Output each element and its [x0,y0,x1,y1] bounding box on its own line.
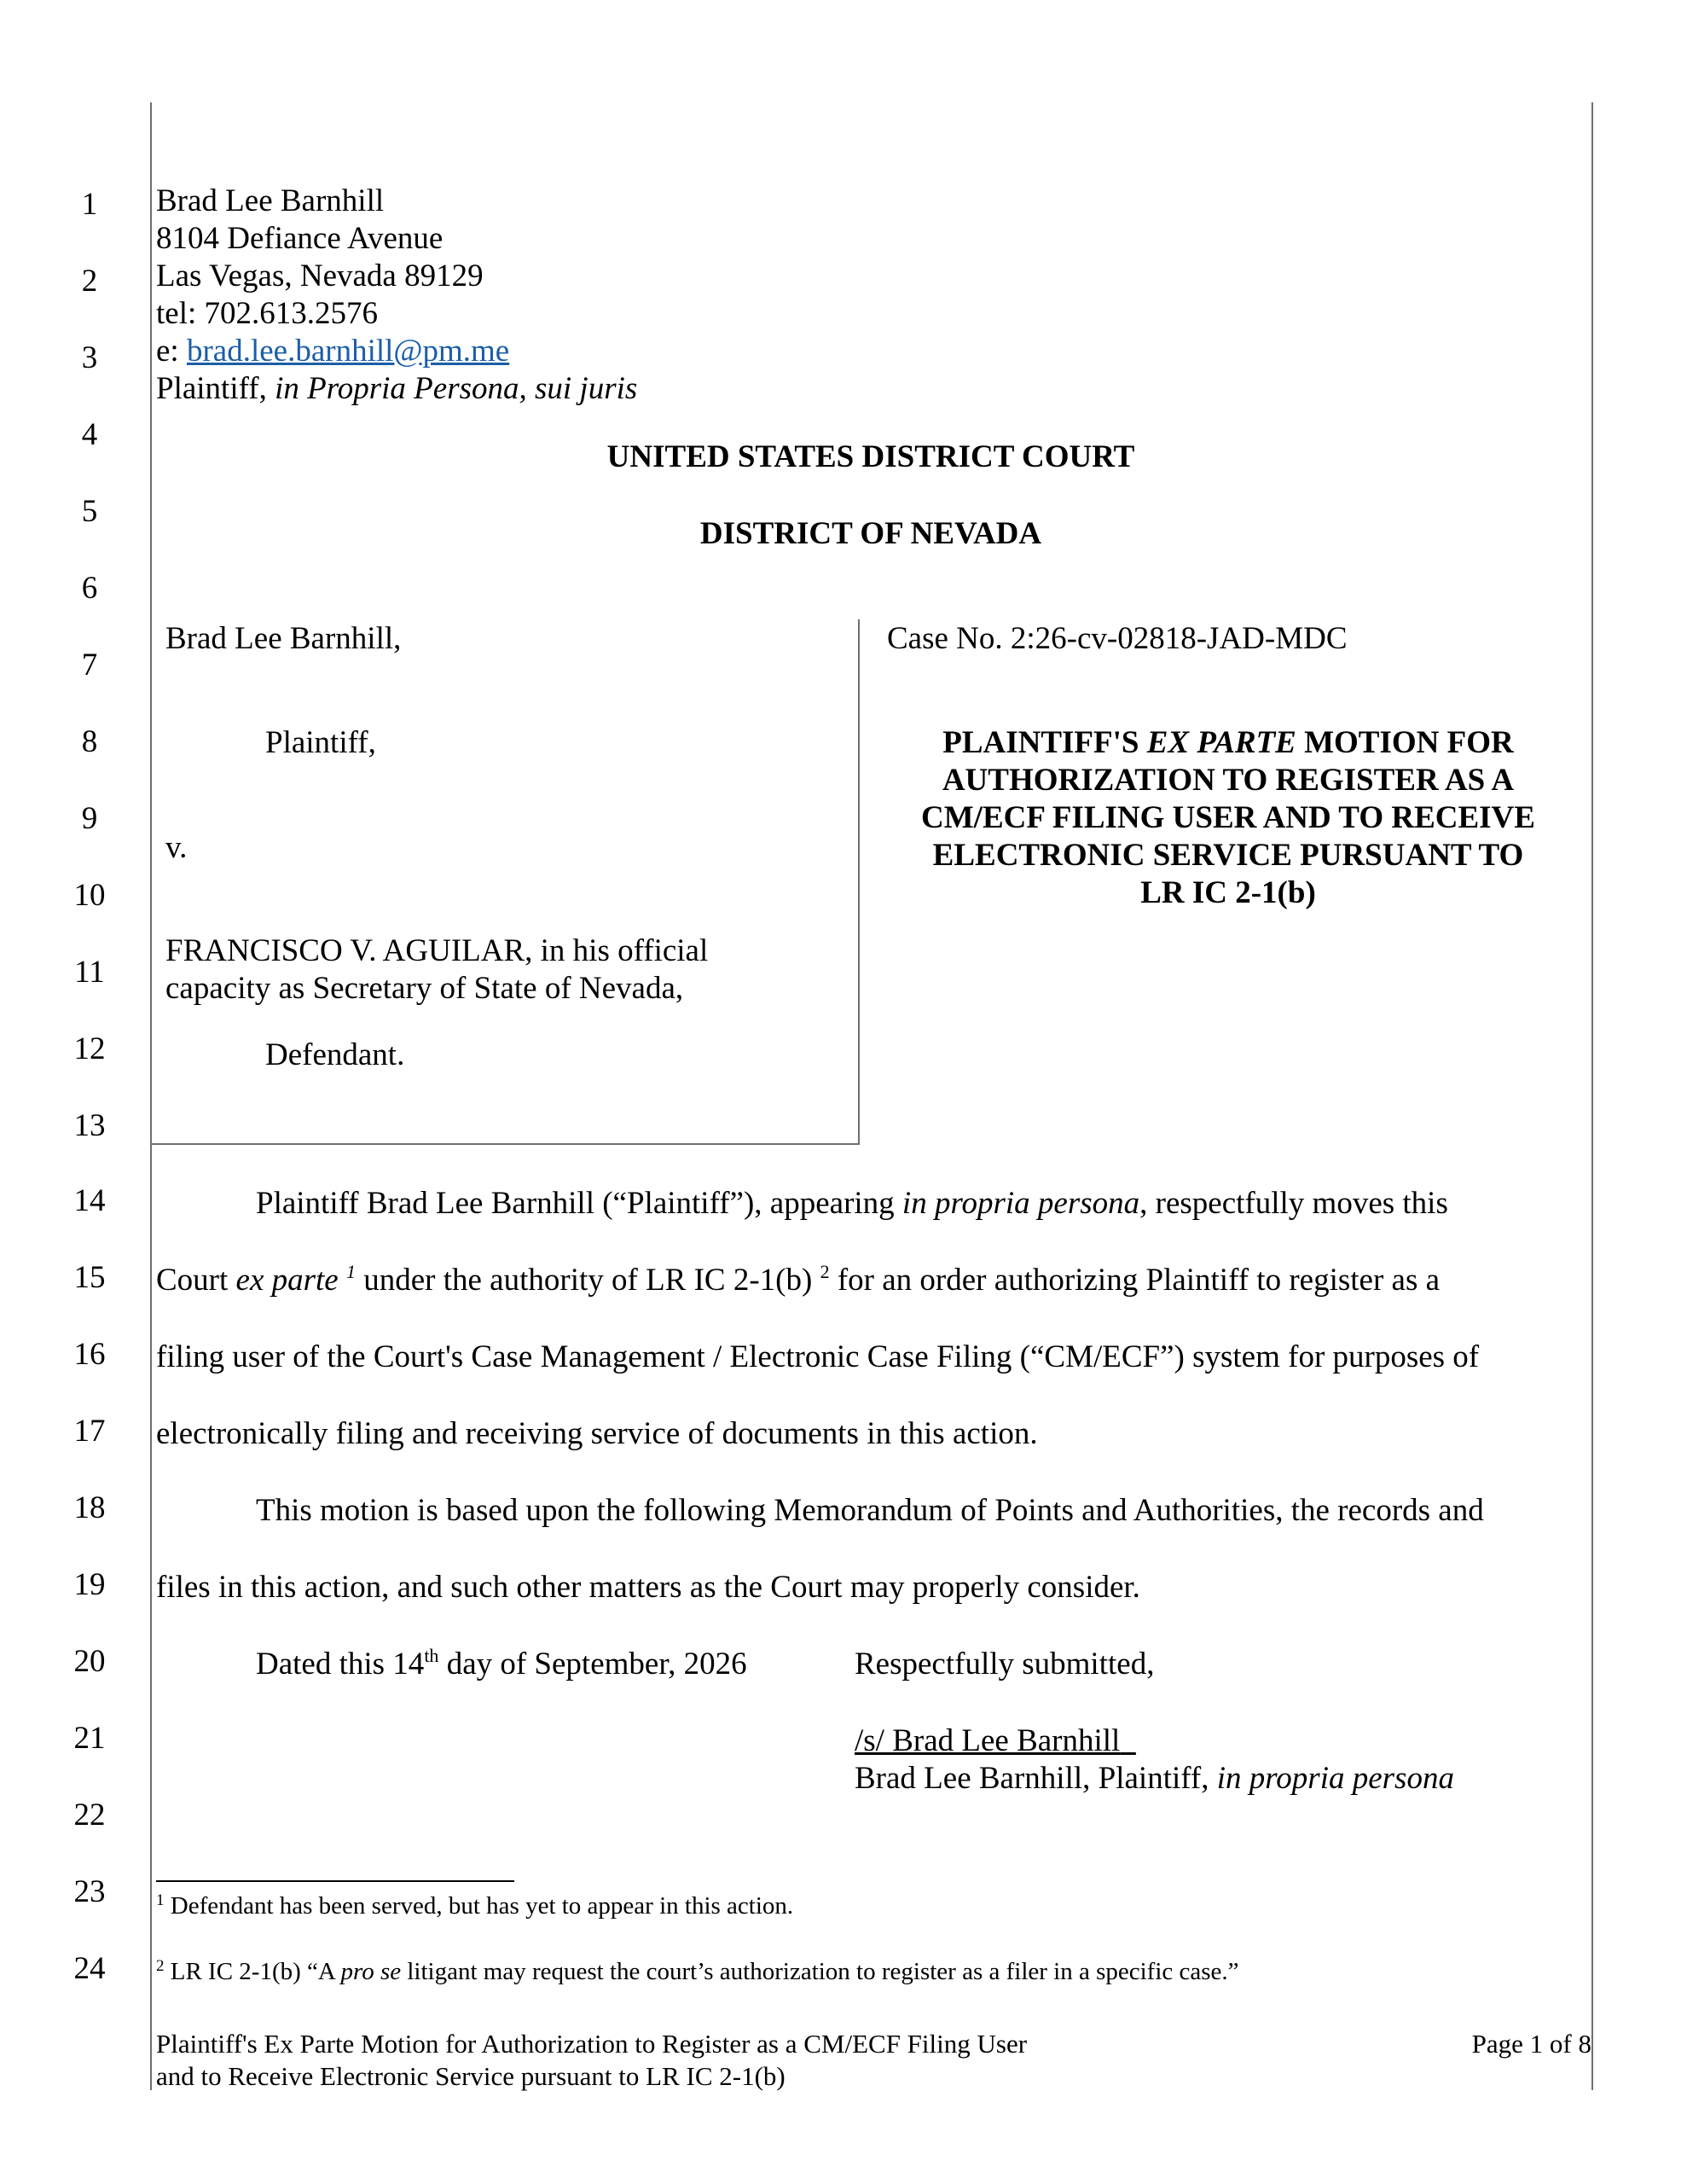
signer-name: Brad Lee Barnhill, Plaintiff, in propria persona [855,1761,1454,1796]
line-number: 4 [81,417,98,452]
line-number: 20 [73,1644,106,1679]
signature-line: /s/ Brad Lee Barnhill [855,1723,1121,1758]
line-number: 14 [73,1183,106,1218]
attorney-phone: tel: 702.613.2576 [156,296,379,331]
caption-defendant-line1: FRANCISCO V. AGUILAR, in his official [165,933,709,968]
motion-title-line5: LR IC 2-1(b) [1140,875,1316,910]
paragraph-2-line1: This motion is based upon the following Memorandum of Points and Authorities, the records and [256,1493,1484,1528]
footnote-ref-2[interactable]: 2 [820,1261,830,1282]
motion-title-line4: ELECTRONIC SERVICE PURSUANT TO [932,838,1524,873]
left-margin-rule [150,102,152,2090]
attorney-email-line [156,333,509,370]
motion-title-line2: AUTHORIZATION TO REGISTER AS A [942,763,1515,798]
footer-title-line1: Plaintiff's Ex Parte Motion for Authorization to Register as a CM/ECF Filing User [156,2029,1028,2059]
motion-title [887,724,1569,912]
line-number: 5 [81,494,98,529]
motion-title-line3: CM/ECF FILING USER AND TO RECEIVE [921,800,1535,835]
line-number: 2 [81,264,98,299]
attorney-name: Brad Lee Barnhill [156,183,385,218]
line-number: 9 [81,801,98,836]
right-margin-rule [1591,102,1593,2090]
footnote-ref-1[interactable]: 1 [345,1261,356,1282]
caption-bottom-rule [150,1143,860,1145]
line-number: 23 [73,1874,106,1909]
case-number: Case No. 2:26-cv-02818-JAD-MDC [887,621,1348,656]
paragraph-1-line4: electronically filing and receiving service of documents in this action. [156,1416,1038,1451]
line-number: 21 [73,1721,106,1756]
dated-line: Dated this 14th day of September, 2026 [256,1645,747,1682]
page-number: Page 1 of 8 [1471,2029,1591,2059]
footnote-2: $^2$ LR IC 2-1(b) “A pro se litigant may request the court’s authorization to register as a filer in a specific case.” [156,1957,1239,1985]
court-district: DISTRICT OF NEVADA [699,516,1042,551]
caption-defendant-line2: capacity as Secretary of State of Nevada, [165,971,684,1006]
paragraph-1-line1: Plaintiff Brad Lee Barnhill (“Plaintiff”), appearing in propria persona, respectfully moves this [256,1186,1448,1221]
line-number: 13 [73,1108,106,1143]
line-number: 3 [81,340,98,375]
paragraph-1-line3: filing user of the Court's Case Management / Electronic Case Filing (“CM/ECF”) system for purposes of [156,1339,1480,1374]
line-number: 12 [73,1031,106,1066]
line-number: 8 [81,724,98,759]
line-number: 24 [73,1951,106,1986]
line-number: 11 [74,955,105,990]
role-italic: in Propria Persona, sui juris [275,371,638,406]
line-number: 17 [73,1414,106,1449]
attorney-role [156,370,637,408]
paragraph-1-line2: Court ex parte $^1$ under the authority of LR IC 2-1(b) $^2$ for an order authorizing Plaintiff to register as a [156,1261,1441,1298]
line-number: 18 [73,1490,106,1525]
line-number: 22 [73,1798,106,1833]
attorney-street: 8104 Defiance Avenue [156,221,443,256]
line-number: 7 [81,648,98,682]
caption-plaintiff-name: Brad Lee Barnhill, [165,621,402,656]
line-number: 1 [81,187,98,222]
attorney-city: Las Vegas, Nevada 89129 [156,258,484,293]
line-number: 10 [73,878,106,913]
footnote-separator [156,1880,514,1882]
court-name: UNITED STATES DISTRICT COURT [606,439,1135,474]
role-plain: Plaintiff, [156,371,275,406]
email-link[interactable]: brad.lee.barnhill@pm.me [186,334,510,369]
line-number: 19 [73,1567,106,1602]
caption-defendant-label: Defendant. [265,1037,405,1072]
motion-title-line1: PLAINTIFF'S EX PARTE MOTION FOR [942,725,1514,760]
footer-title-line2: and to Receive Electronic Service pursuant to LR IC 2-1(b) [156,2061,786,2091]
paragraph-2-line2: files in this action, and such other matters as the Court may properly consider. [156,1570,1140,1605]
caption-divider [858,619,860,1145]
line-number: 16 [73,1337,106,1372]
line-number: 6 [81,571,98,606]
caption-plaintiff-label: Plaintiff, [265,725,376,760]
caption-versus: v. [165,830,188,865]
email-prefix: e: [156,334,187,369]
respectfully-submitted: Respectfully submitted, [855,1647,1155,1682]
footnote-1: $^1$ Defendant has been served, but has yet to appear in this action. [156,1891,794,1920]
line-number: 15 [73,1260,106,1295]
